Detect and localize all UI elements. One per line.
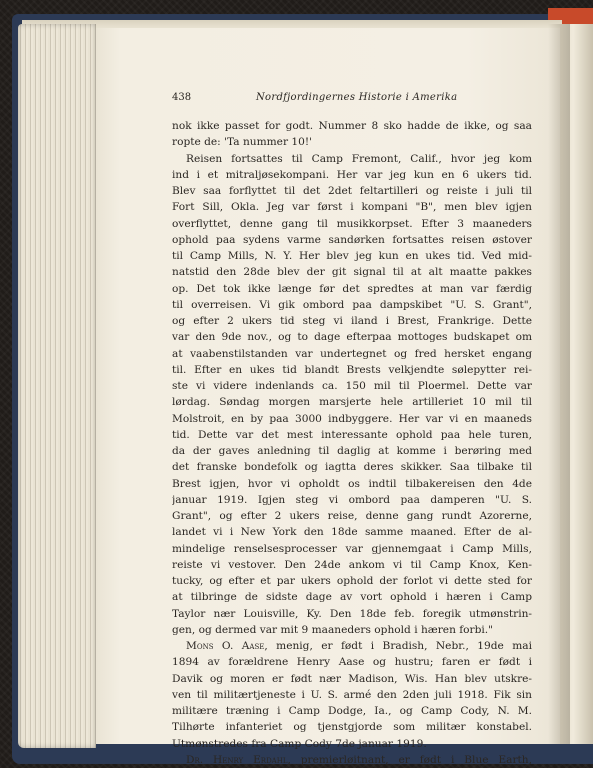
- text-line: var den 9de nov., og to dage efterpaa mottoges budskapet om: [172, 331, 532, 344]
- aase-name: Mons O. Aase: [186, 640, 265, 652]
- text-line: at tilbringe de sidste dage av vort ophold i hæren i Camp: [172, 591, 532, 604]
- text-line: ropte de: 'Ta nummer 10!': [172, 136, 313, 149]
- text-line: Utmønstredes fra Camp Cody 7de januar 1919.: [172, 737, 427, 750]
- page-stack-edges: [18, 24, 96, 748]
- aase-entry-first-line: [172, 638, 532, 654]
- text-line: Molstroit, en by paa 3000 indbyggere. Her var vi en maaneds: [172, 412, 532, 425]
- text-line: ven til militærtjeneste i U. S. armé den 2den juli 1918. Fik sin: [172, 688, 532, 701]
- text-line: militære træning i Camp Dodge, Ia., og Camp Cody, N. M.: [172, 705, 532, 717]
- text-line: 1894 av forældrene Henry Aase og hustru; faren er født i: [172, 656, 532, 669]
- text-line: lørdag. Søndag morgen marsjerte hele artilleriet 10 mil til: [172, 396, 532, 409]
- text-line: Reisen fortsattes til Camp Fremont, Calif., hvor jeg kom: [186, 152, 532, 165]
- text-line: landet vi i New York den 18de samme maaned. Efter de al-: [172, 526, 532, 539]
- text-line: da der gaves anledning til daglig at komme i berøring med: [172, 445, 532, 457]
- text-line: Tilhørte infanteriet og tjenstgjorde som militær konstabel.: [172, 721, 532, 734]
- aase-first-line-rest: , menig, er født i Bradish, Nebr., 19de mai: [264, 640, 532, 652]
- text-line: ophold paa sydens varme sandørken fortsattes reisen østover: [172, 233, 532, 246]
- text-line: Brest igjen, hvor vi opholdt os indtil tilbakereisen den 4de: [172, 477, 532, 490]
- gutter-shadow: [548, 24, 570, 744]
- text-line: natstid den 28de blev der git signal til at alt maatte pakkes: [172, 266, 532, 279]
- text-line: det franske bondefolk og iagtta deres skikker. Saa tilbake til: [172, 461, 532, 474]
- erdahl-first-line-rest: , premierløitnant, er født i Blue Earth,: [287, 753, 532, 766]
- erdahl-name: Dr. Henry Erdahl: [186, 753, 288, 766]
- text-line: overflyttet, denne gang til musikkorpset. Efter 3 maaneders: [172, 217, 532, 230]
- text-line: Davik og moren er født nær Madison, Wis. Han blev utskre-: [172, 672, 532, 685]
- text-line: tid. Dette var det mest interessante ophold paa hele turen,: [172, 428, 532, 441]
- text-line: reiste vi vestover. Den 24de ankom vi til Camp Knox, Ken-: [172, 558, 532, 571]
- text-line: at vaabenstilstanden var undertegnet og fred hersket engang: [172, 347, 532, 360]
- text-line: Taylor nær Louisville, Ky. Den 18de feb. foregik utmønstrin-: [172, 607, 532, 620]
- body-text: [172, 118, 532, 768]
- text-line: til overreisen. Vi gik ombord paa dampskibet "U. S. Grant",: [172, 298, 532, 311]
- text-line: tucky, og efter et par ukers ophold der forlot vi dette sted for: [172, 575, 532, 587]
- text-line: januar 1919. Igjen steg vi ombord paa damperen "U. S.: [172, 493, 532, 506]
- page-number: 438: [172, 92, 192, 103]
- text-line: op. Det tok ikke længe før det spredtes at man var færdig: [172, 282, 532, 295]
- erdahl-entry-first-line: [172, 752, 532, 768]
- text-line: Blev saa forflyttet til det 2det feltartilleri og reiste i juli til: [172, 185, 532, 197]
- running-head: [172, 92, 532, 108]
- text-line: ind i et mitraljøsekompani. Her var jeg kun en 6 ukers tid.: [172, 168, 532, 181]
- text-line: nok ikke passet for godt. Nummer 8 sko hadde de ikke, og saa: [172, 120, 532, 132]
- running-title: Nordfjordingernes Historie i Amerika: [256, 92, 458, 103]
- text-line: Fort Sill, Okla. Jeg var først i kompani "B", men blev igjen: [172, 201, 532, 214]
- text-line: mindelige renselsesprocesser var gjennemgaat i Camp Mills,: [172, 542, 532, 555]
- text-line: og efter 2 ukers tid steg vi iland i Brest, Frankrige. Dette: [172, 315, 532, 327]
- text-line: gen, og dermed var mit 9 maaneders ophold i hæren forbi.": [172, 623, 494, 636]
- text-line: til. Efter en ukes tid blandt Brests velkjendte sølepytter rei-: [172, 363, 532, 376]
- text-line: ste vi videre indenlands ca. 150 mil til Ploermel. Dette var: [172, 380, 532, 392]
- text-line: til Camp Mills, N. Y. Her blev jeg kun en ukes tid. Ved mid-: [172, 250, 532, 262]
- text-line: Grant", og efter 2 ukers reise, denne gang rundt Azorerne,: [172, 510, 532, 522]
